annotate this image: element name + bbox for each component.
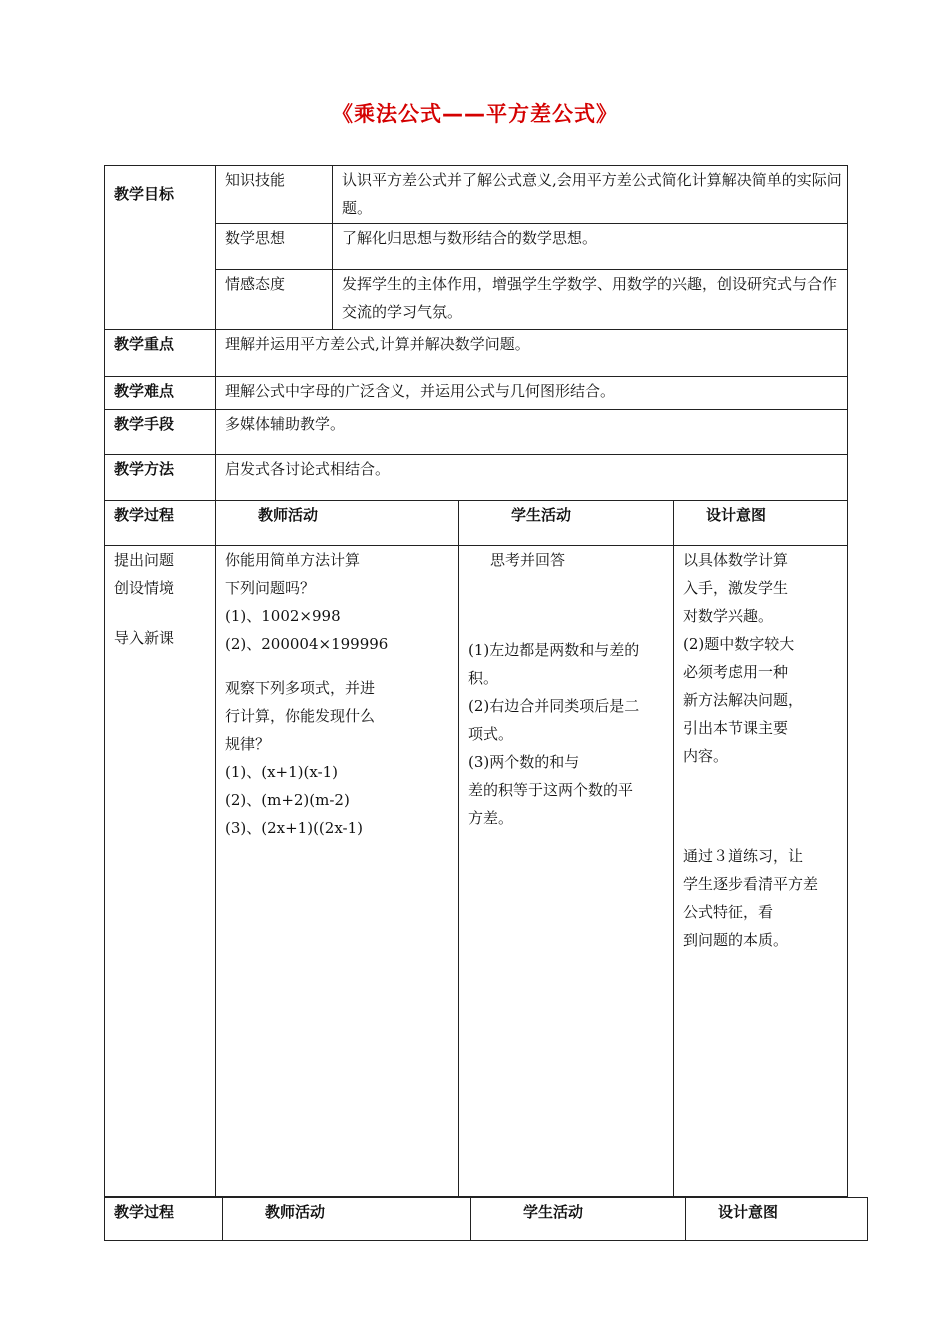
student-line: 差的积等于这两个数的平: [468, 781, 634, 799]
design-intent-header: 设计意图: [674, 501, 848, 546]
process-label: 教学过程: [105, 501, 216, 546]
design-line: 引出本节课主要: [683, 719, 789, 737]
method-content: 启发式各讨论式相结合。: [216, 455, 848, 501]
teacher-line: (2)、(m+2)(m-2): [225, 791, 350, 809]
teacher-line: (2)、200004×199996: [225, 635, 389, 653]
objective-content: 认识平方差公式并了解公式意义,会用平方差公式简化计算解决简单的实际问题。: [333, 166, 848, 224]
teacher-line: (1)、1002×998: [225, 607, 341, 625]
process-header-table-2: [104, 1197, 868, 1241]
teacher-line: 行计算，你能发现什么: [225, 707, 376, 725]
student-line: (2)右边合并同类项后是二: [468, 697, 640, 715]
design-intent-header-2: 设计意图: [686, 1198, 868, 1241]
document-title: 《乘法公式——平方差公式》: [332, 102, 618, 126]
stage-cell: [105, 546, 216, 1197]
teacher-line: 观察下列多项式，并进: [225, 679, 376, 697]
difficulty-content: 理解公式中字母的广泛含义，并运用公式与几何图形结合。: [216, 377, 848, 410]
teacher-line: 规律？: [225, 735, 271, 753]
objective-name: 知识技能: [216, 166, 333, 224]
teacher-line: 你能用简单方法计算: [225, 551, 361, 569]
student-activity-header: 学生活动: [459, 501, 674, 546]
design-line: 以具体数学计算: [683, 551, 789, 569]
means-content: 多媒体辅助教学。: [216, 410, 848, 455]
design-line: 公式特征，看: [683, 903, 774, 921]
objective-content: 发挥学生的主体作用，增强学生学数学、用数学的兴趣，创设研究式与合作交流的学习气氛。: [333, 270, 848, 330]
process-label-2: 教学过程: [105, 1198, 223, 1241]
student-activity-cell: [459, 546, 674, 1197]
student-head: 思考并回答: [490, 551, 566, 569]
student-line: (1)左边都是两数和与差的: [468, 641, 640, 659]
student-line: 积。: [468, 669, 499, 687]
teacher-activity-header: 教师活动: [216, 501, 459, 546]
design-line: 通过３道练习，让: [683, 847, 804, 865]
design-line: (2)题中数字较大: [683, 635, 795, 653]
design-line: 到问题的本质。: [683, 931, 789, 949]
student-line: 项式。: [468, 725, 514, 743]
objective-content: 了解化归思想与数形结合的数学思想。: [333, 224, 848, 270]
objective-name: 数学思想: [216, 224, 333, 270]
design-line: 必须考虑用一种: [683, 663, 789, 681]
method-label: 教学方法: [105, 455, 216, 501]
objectives-label: 教学目标: [105, 166, 216, 330]
teacher-activity-header-2: 教师活动: [223, 1198, 471, 1241]
stage-line: 导入新课: [114, 629, 175, 647]
student-activity-header-2: 学生活动: [471, 1198, 686, 1241]
design-line: 入手，激发学生: [683, 579, 789, 597]
teacher-activity-cell: [216, 546, 459, 1197]
stage-line: [114, 602, 215, 624]
design-intent-cell: [674, 546, 848, 1197]
stage-line: 提出问题: [114, 551, 175, 569]
stage-line: 创设情境: [114, 579, 175, 597]
teacher-line: (1)、(x+1)(x-1): [225, 763, 339, 781]
design-line: 学生逐步看清平方差: [683, 875, 819, 893]
design-line: 对数学兴趣。: [683, 607, 774, 625]
student-line: (3)两个数的和与: [468, 753, 580, 771]
objective-name: 情感态度: [216, 270, 333, 330]
focus-content: 理解并运用平方差公式,计算并解决数学问题。: [216, 330, 848, 377]
focus-label: 教学重点: [105, 330, 216, 377]
means-label: 教学手段: [105, 410, 216, 455]
student-line: 方差。: [468, 809, 514, 827]
lesson-plan-table: [104, 165, 848, 1197]
design-line: 新方法解决问题，: [683, 691, 804, 709]
teacher-line: 下列问题吗？: [225, 579, 316, 597]
design-line: 内容。: [683, 747, 729, 765]
teacher-line: (3)、(2x+1)((2x-1): [225, 819, 363, 837]
difficulty-label: 教学难点: [105, 377, 216, 410]
